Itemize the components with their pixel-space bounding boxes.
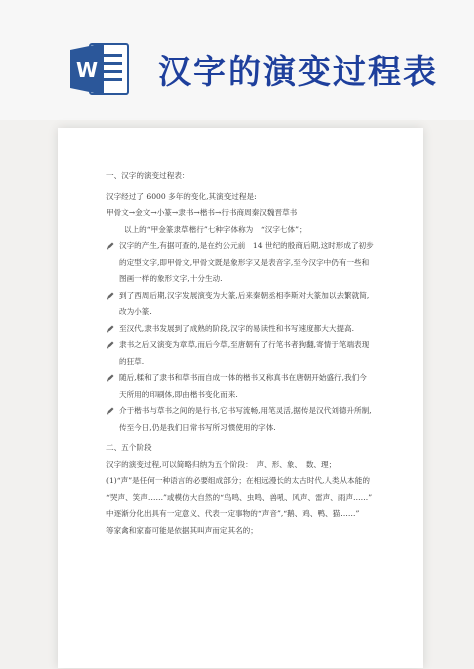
document-page xyxy=(58,128,423,668)
header-banner xyxy=(0,0,474,120)
line-text: 图画一样的象形文字,十分生动. xyxy=(119,274,223,283)
bullet-paragraph-line xyxy=(106,370,406,387)
document-line xyxy=(106,205,406,222)
line-text: 随后,糅和了隶书和草书而自成一体的楷书又称真书在唐朝开始盛行,我们今 xyxy=(119,373,367,382)
line-text: 传至今日,仍是我们日常书写所习惯使用的字体. xyxy=(119,422,276,432)
pen-bullet-icon xyxy=(106,407,114,415)
document-line xyxy=(106,189,406,206)
document-line xyxy=(106,523,406,540)
line-text: 中逐渐分化出具有一定意义、代表一定事物的“声音”,“鹅、鸡、鸭、猫……” xyxy=(106,509,360,518)
bullet-paragraph-line xyxy=(106,288,406,305)
line-text: 等家禽和家畜可能是依据其叫声而定其名的； xyxy=(106,525,258,535)
document-line xyxy=(106,457,406,474)
microsoft-word-icon xyxy=(68,40,130,98)
line-text: 隶书之后又演变为章草,而后今草,至唐朝有了行笔书者狗翻,寄情于笔端表现 xyxy=(119,340,370,349)
document-line xyxy=(106,222,406,239)
document-line xyxy=(106,490,406,507)
document-line xyxy=(106,440,406,457)
line-text: (1)“声”是任何一种语言的必要组成部分；在相远漫长的太古时代,人类从本能的 xyxy=(106,476,370,485)
line-text: 汉字经过了 6000 多年的变化,其演变过程是: xyxy=(106,191,257,201)
page-title: 汉字的演变过程表 xyxy=(158,52,438,91)
line-text: 二、五个阶段 xyxy=(106,443,152,452)
pen-bullet-icon xyxy=(106,341,114,349)
line-text: 改为小篆. xyxy=(119,307,152,316)
document-line xyxy=(106,304,406,321)
document-line xyxy=(106,354,406,371)
document-line xyxy=(106,168,406,185)
line-text: 一、汉字的演变过程表： xyxy=(106,171,190,180)
document-line xyxy=(106,473,406,490)
line-text: 天所用的印刷体,即由楷书变化而来. xyxy=(119,389,238,399)
bullet-paragraph-line xyxy=(106,238,406,255)
line-text: 汉字的产生,有据可查的,是在约公元前 14 世纪的殷商后期,这时形成了初步 xyxy=(119,241,374,250)
line-text: 至汉代,隶书发展到了成熟的阶段,汉字的易读性和书写速度都大大提高. xyxy=(119,323,355,333)
line-text: 甲骨文→金文→小篆→隶书→楷书→行书商周秦汉魏晋草书 xyxy=(106,208,298,217)
document-line xyxy=(106,255,406,272)
line-text: 的定型文字,即甲骨文,甲骨文既是象形字又是表音字,至今汉字中仍有一些和 xyxy=(119,257,370,267)
pen-bullet-icon xyxy=(106,325,114,333)
line-text: 到了西周后期,汉字发展演变为大篆,后来秦朝丞相李斯对大篆加以去繁就简, xyxy=(119,290,370,300)
pen-bullet-icon xyxy=(106,374,114,382)
svg-text:W: W xyxy=(75,58,99,82)
document-line xyxy=(106,271,406,288)
bullet-paragraph-line xyxy=(106,321,406,338)
line-text: 以上的“甲金篆隶草楷行”七种字体称为 “汉字七体”； xyxy=(124,224,307,234)
document-line xyxy=(106,420,406,437)
bullet-paragraph-line xyxy=(106,337,406,354)
bullet-paragraph-line xyxy=(106,403,406,420)
document-line xyxy=(106,506,406,523)
line-text: “哭声、笑声……”或模仿大自然的“鸟鸣、虫鸣、兽吼、风声、雷声、雨声……” xyxy=(106,492,373,502)
line-text: 的狂草. xyxy=(119,356,145,366)
pen-bullet-icon xyxy=(106,242,114,250)
line-text: 汉字的演变过程,可以简略归纳为五个阶段： 声、形、象、 数、理； xyxy=(106,459,337,469)
document-line xyxy=(106,387,406,404)
line-text: 介于楷书与草书之间的是行书,它书写流畅,用笔灵活,据传是汉代刘德升所制, xyxy=(119,406,372,415)
document-body xyxy=(106,168,406,539)
pen-bullet-icon xyxy=(106,292,114,300)
